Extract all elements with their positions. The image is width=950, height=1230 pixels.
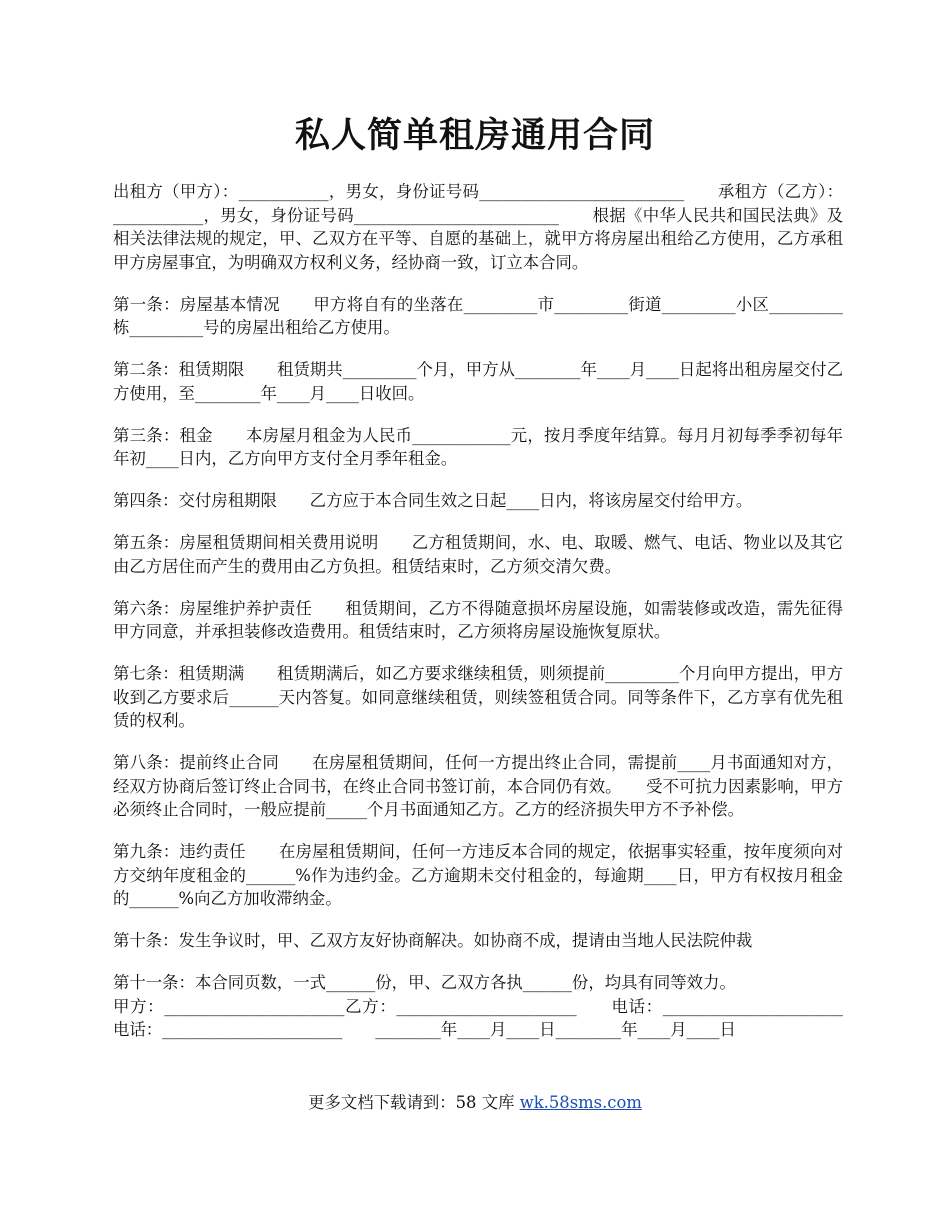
intro-paragraph: 出租方（甲方）：___________，男女，身份证号码_________________________ 承租方（乙方）：___________，男女，身份证号码_________________________ 根据《中华人民共和国民法典》及相关法律法规的规定，甲、乙双方在平等、自愿的基础上，就甲方将房屋出租给乙方使用，乙方承租甲方房屋事宜，为明确双方权利义务，经协商一致，订立本合同。	[113, 182, 843, 272]
article-6: 第六条：房屋维护养护责任 租赁期间，乙方不得随意损坏房屋设施，如需装修或改造，需先征得甲方同意，并承担装修改造费用。租赁结束时，乙方须将房屋设施恢复原状。	[113, 598, 843, 641]
article-4: 第四条：交付房租期限 乙方应于本合同生效之日起____日内，将该房屋交付给甲方。	[113, 491, 753, 510]
article-1: 第一条：房屋基本情况 甲方将自有的坐落在_________市_________街道_________小区_________栋_________号的房屋出租给乙方使用。	[113, 294, 843, 337]
article-5: 第五条：房屋租赁期间相关费用说明 乙方租赁期间，水、电、取暖、燃气、电话、物业以及其它由乙方居住而产生的费用由乙方负担。租赁结束时，乙方须交清欠费。	[113, 533, 843, 576]
signature-block: 甲方：______________________乙方：______________________ 电话：______________________电话：______________________ ________年____月____日________年____月____日	[113, 996, 843, 1039]
footer-download-note	[0, 1091, 950, 1114]
article-2: 第二条：租赁期限 租赁期共_________个月，甲方从________年____月____日起将出租房屋交付乙方使用，至________年____月____日收回。	[113, 360, 843, 403]
article-7: 第七条：租赁期满 租赁期满后，如乙方要求继续租赁，则须提前_________个月向甲方提出，甲方收到乙方要求后______天内答复。如同意继续租赁，则续签租赁合同。同等条件下，乙方享有优先租赁的权利。	[113, 664, 843, 730]
article-10: 第十条：发生争议时，甲、乙双方友好协商解决。如协商不成，提请由当地人民法院仲裁	[113, 931, 753, 950]
contract-body	[113, 180, 843, 1042]
footer-prefix: 更多文档下载请到：58 文库	[308, 1093, 520, 1112]
article-3: 第三条：租金 本房屋月租金为人民币____________元，按月季度年结算。每月月初每季季初每年年初____日内，乙方向甲方支付全月季年租金。	[113, 425, 843, 468]
article-9: 第九条：违约责任 在房屋租赁期间，任何一方违反本合同的规定，依据事实轻重，按年度须向对方交纳年度租金的______%作为违约金。乙方逾期未交付租金的，每逾期____日，甲方有权按月租金的______%向乙方加收滞纳金。	[113, 842, 843, 908]
article-8: 第八条：提前终止合同 在房屋租赁期间，任何一方提出终止合同，需提前____月书面通知对方，经双方协商后签订终止合同书，在终止合同书签订前，本合同仍有效。 受不可抗力因素影响，甲方必须终止合同时，一般应提前_____个月书面通知乙方。乙方的经济损失甲方不予补偿。	[113, 753, 843, 819]
page-title: 私人简单租房通用合同	[294, 115, 655, 156]
article-11: 第十一条：本合同页数，一式______份，甲、乙双方各执______份，均具有同等效力。	[113, 973, 736, 992]
footer-link[interactable]: wk.58sms.com	[519, 1093, 642, 1112]
